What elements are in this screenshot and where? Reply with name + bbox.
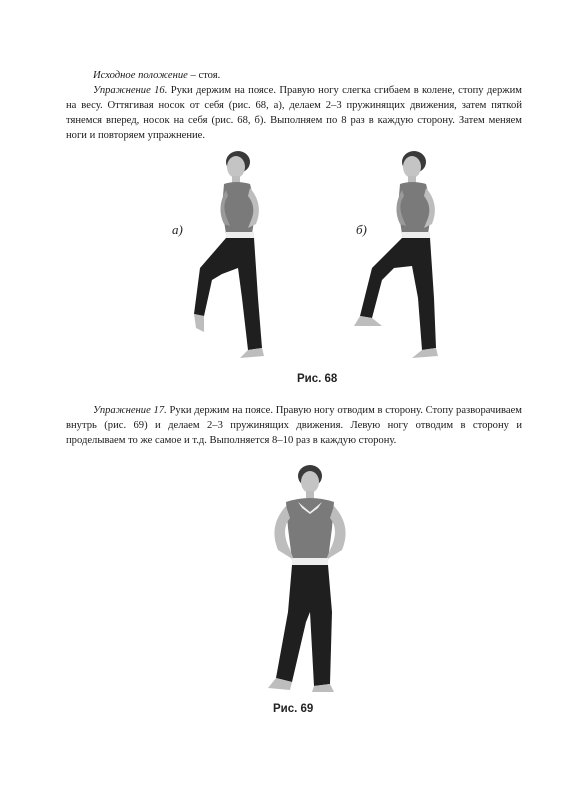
figure-68a-photo (182, 148, 278, 364)
figure-69-caption: Рис. 69 (273, 703, 314, 715)
exercise-17-label: Упражнение 17. (93, 405, 167, 416)
exercise-17-text: Руки держим на поясе. Правую ногу отводим в сторону. Стопу разворачиваем внутрь (рис. 69) и делаем 2–3 пружинящих движения. Левую ногу отводим в сторону и проделываем то же самое и т.д. Выполняется 8–10 раз в каждую сторону. (66, 405, 522, 446)
figure-68b-photo (350, 148, 450, 364)
person-a-silhouette (194, 151, 264, 358)
person-b-silhouette (354, 151, 438, 358)
starting-position-text: – стоя. (187, 70, 221, 81)
figure-68-label-b: б) (356, 222, 367, 237)
figure-69-photo (250, 462, 370, 698)
exercise-16-text: Руки держим на поясе. Правую ногу слегка сгибаем в колене, стопу держим на весу. Оттягивая носок от себя (рис. 68, а), делаем 2–3 пружинящих движения, затем пяткой тянемся вперед, носок на себя (рис. 68, б). Выполняем по 8 раз в каждую сторону. Затем меняем ноги и повторяем упражнение. (66, 85, 522, 141)
figure-68-caption: Рис. 68 (297, 373, 338, 385)
starting-position-label: Исходное положение (93, 70, 188, 81)
paragraph-exercise-17 (66, 403, 522, 448)
paragraph-exercise-16 (66, 68, 522, 143)
figure-68-label-a: а) (172, 222, 183, 237)
person-69-silhouette (268, 465, 346, 692)
exercise-16-label: Упражнение 16. (93, 85, 168, 96)
